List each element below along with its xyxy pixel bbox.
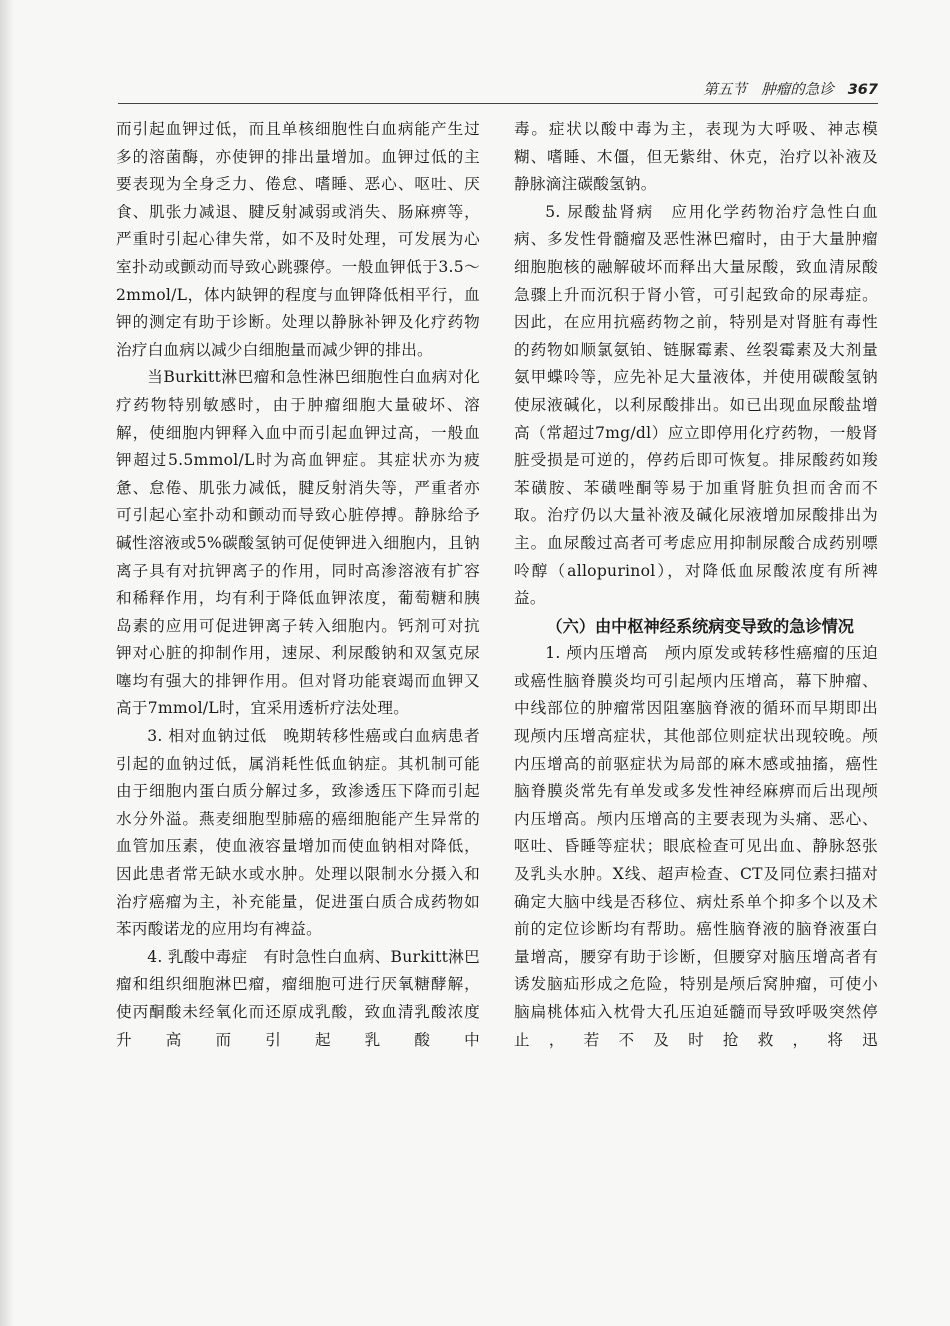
- header-section-title: 第五节 肿瘤的急诊: [703, 82, 834, 98]
- paragraph-potassium-high: 当Burkitt淋巴瘤和急性淋巴细胞性白血病对化疗药物特别敏感时，由于肿瘤细胞大量破坏、溶解，使细胞内钾释入血中而引起血钾过高，一般血钾超过5.5mmol/L时为高血钾症。其症状亦为疲惫、怠倦、肌张力减低，腱反射消失等，严重者亦可引起心室扑动和颤动而导致心脏停搏。静脉给予碱性溶液或5%碳酸氢钠可促使钾进入细胞内，且钠离子具有对抗钾离子的作用，同时高渗溶液有扩容和稀释作用，均有利于降低血钾浓度，葡萄糖和胰岛素的应用可促进钾离子转入细胞内。钙剂可对抗钾对心脏的抑制作用，速尿、利尿酸钠和双氢克尿噻均有强大的排钾作用。但对肾功能衰竭而血钾又高于7mmol/L时，宜采用透析疗法处理。: [116, 368, 480, 718]
- paragraph-lactic-acidosis: 4. 乳酸中毒症 有时急性白血病、Burkitt淋巴瘤和组织细胞淋巴瘤，瘤细胞可进行厌氧糖酵解，使丙酮酸未经氧化而还原成乳酸，致血清乳酸浓度升高而引起乳酸中: [116, 947, 480, 1049]
- paragraph-sodium-low: 3. 相对血钠过低 晚期转移性癌或白血病患者引起的血钠过低，属消耗性低血钠症。其机制可能由于细胞内蛋白质分解过多，致渗透压下降而引起水分外溢。燕麦细胞型肺癌的癌细胞能产生异常的血管加压素，使血液容量增加而使血钠相对降低，因此患者常无缺水或水肿。处理以限制水分摄入和治疗癌瘤为主，补充能量，促进蛋白质合成药物如苯丙酸诺龙的应用均有裨益。: [116, 727, 480, 939]
- page-gutter-shadow: [0, 0, 14, 1326]
- paragraph-intracranial-pressure: 1. 颅内压增高 颅内原发或转移性癌瘤的压迫或癌性脑脊膜炎均可引起颅内压增高，幕下肿瘤、中线部位的肿瘤常因阻塞脑脊液的循环而早期即出现颅内压增高症状，其他部位则症状出现较晚。颅内压增高的前驱症状为局部的麻木感或抽搐，癌性脑脊膜炎常先有单发或多发性神经麻痹而后出现颅内压增高。颅内压增高的主要表现为头痛、恶心、呕吐、昏睡等症状；眼底检查可见出血、静脉怒张及乳头水肿。X线、超声检查、CT及同位素扫描对确定大脑中线是否移位、病灶系单个抑多个以及术前的定位诊断均有帮助。癌性脑脊液的脑脊液蛋白量增高，腰穿有助于诊断，但腰穿对脑压增高者有诱发脑疝形成之危险，特别是颅后窝肿瘤，可使小脑扁桃体疝入枕骨大孔压迫延髓而导致呼吸突然停止，若不及时抢救，将迅: [514, 644, 878, 1049]
- paragraph-potassium-low: 而引起血钾过低，而且单核细胞性白血病能产生过多的溶菌酶，亦使钾的排出量增加。血钾过低的主要表现为全身乏力、倦怠、嗜睡、恶心、呕吐、厌食、肌张力减退、腱反射减弱或消失、肠麻痹等，严重时引起心律失常，如不及时处理，可发展为心室扑动或颤动而导致心跳骤停。一般血钾低于3.5～2mmol/L，体内缺钾的程度与血钾降低相平行，血钾的测定有助于诊断。处理以静脉补钾及化疗药物治疗白血病以减少白细胞量而减少钾的排出。: [116, 120, 480, 359]
- paragraph-urate-nephropathy: 5. 尿酸盐肾病 应用化学药物治疗急性白血病、多发性骨髓瘤及恶性淋巴瘤时，由于大量肿瘤细胞胞核的融解破坏而释出大量尿酸，致血清尿酸急骤上升而沉积于肾小管，可引起致命的尿毒症。因此，在应用抗癌药物之前，特别是对肾脏有毒性的药物如顺氯氨铂、链脲霉素、丝裂霉素及大剂量氨甲蝶呤等，应先补足大量液体，并使用碳酸氢钠使尿液碱化，以利尿酸排出。如已出现血尿酸盐增高（常超过7mg/dl）应立即停用化疗药物，一般肾脏受损是可逆的，停药后即可恢复。排尿酸药如羧苯磺胺、苯磺唑酮等易于加重肾脏负担而舍而不取。治疗仍以大量补液及碱化尿液增加尿酸排出为主。血尿酸过高者可考虑应用抑制尿酸合成药别嘌呤醇（allopurinol），对降低血尿酸浓度有所裨益。: [514, 202, 878, 608]
- left-column: [116, 116, 480, 1054]
- header-rule: [118, 103, 878, 104]
- paragraph-acidosis-cont: 毒。症状以酸中毒为主，表现为大呼吸、神志模糊、嗜睡、木僵，但无紫绀、休克，治疗以补液及静脉滴注碳酸氢钠。: [514, 120, 878, 194]
- running-header: [118, 78, 878, 100]
- section-heading-cns: （六）由中枢神经系统病变导致的急诊情况: [546, 616, 854, 636]
- page-number: 367: [847, 82, 878, 98]
- right-column: [514, 116, 878, 1054]
